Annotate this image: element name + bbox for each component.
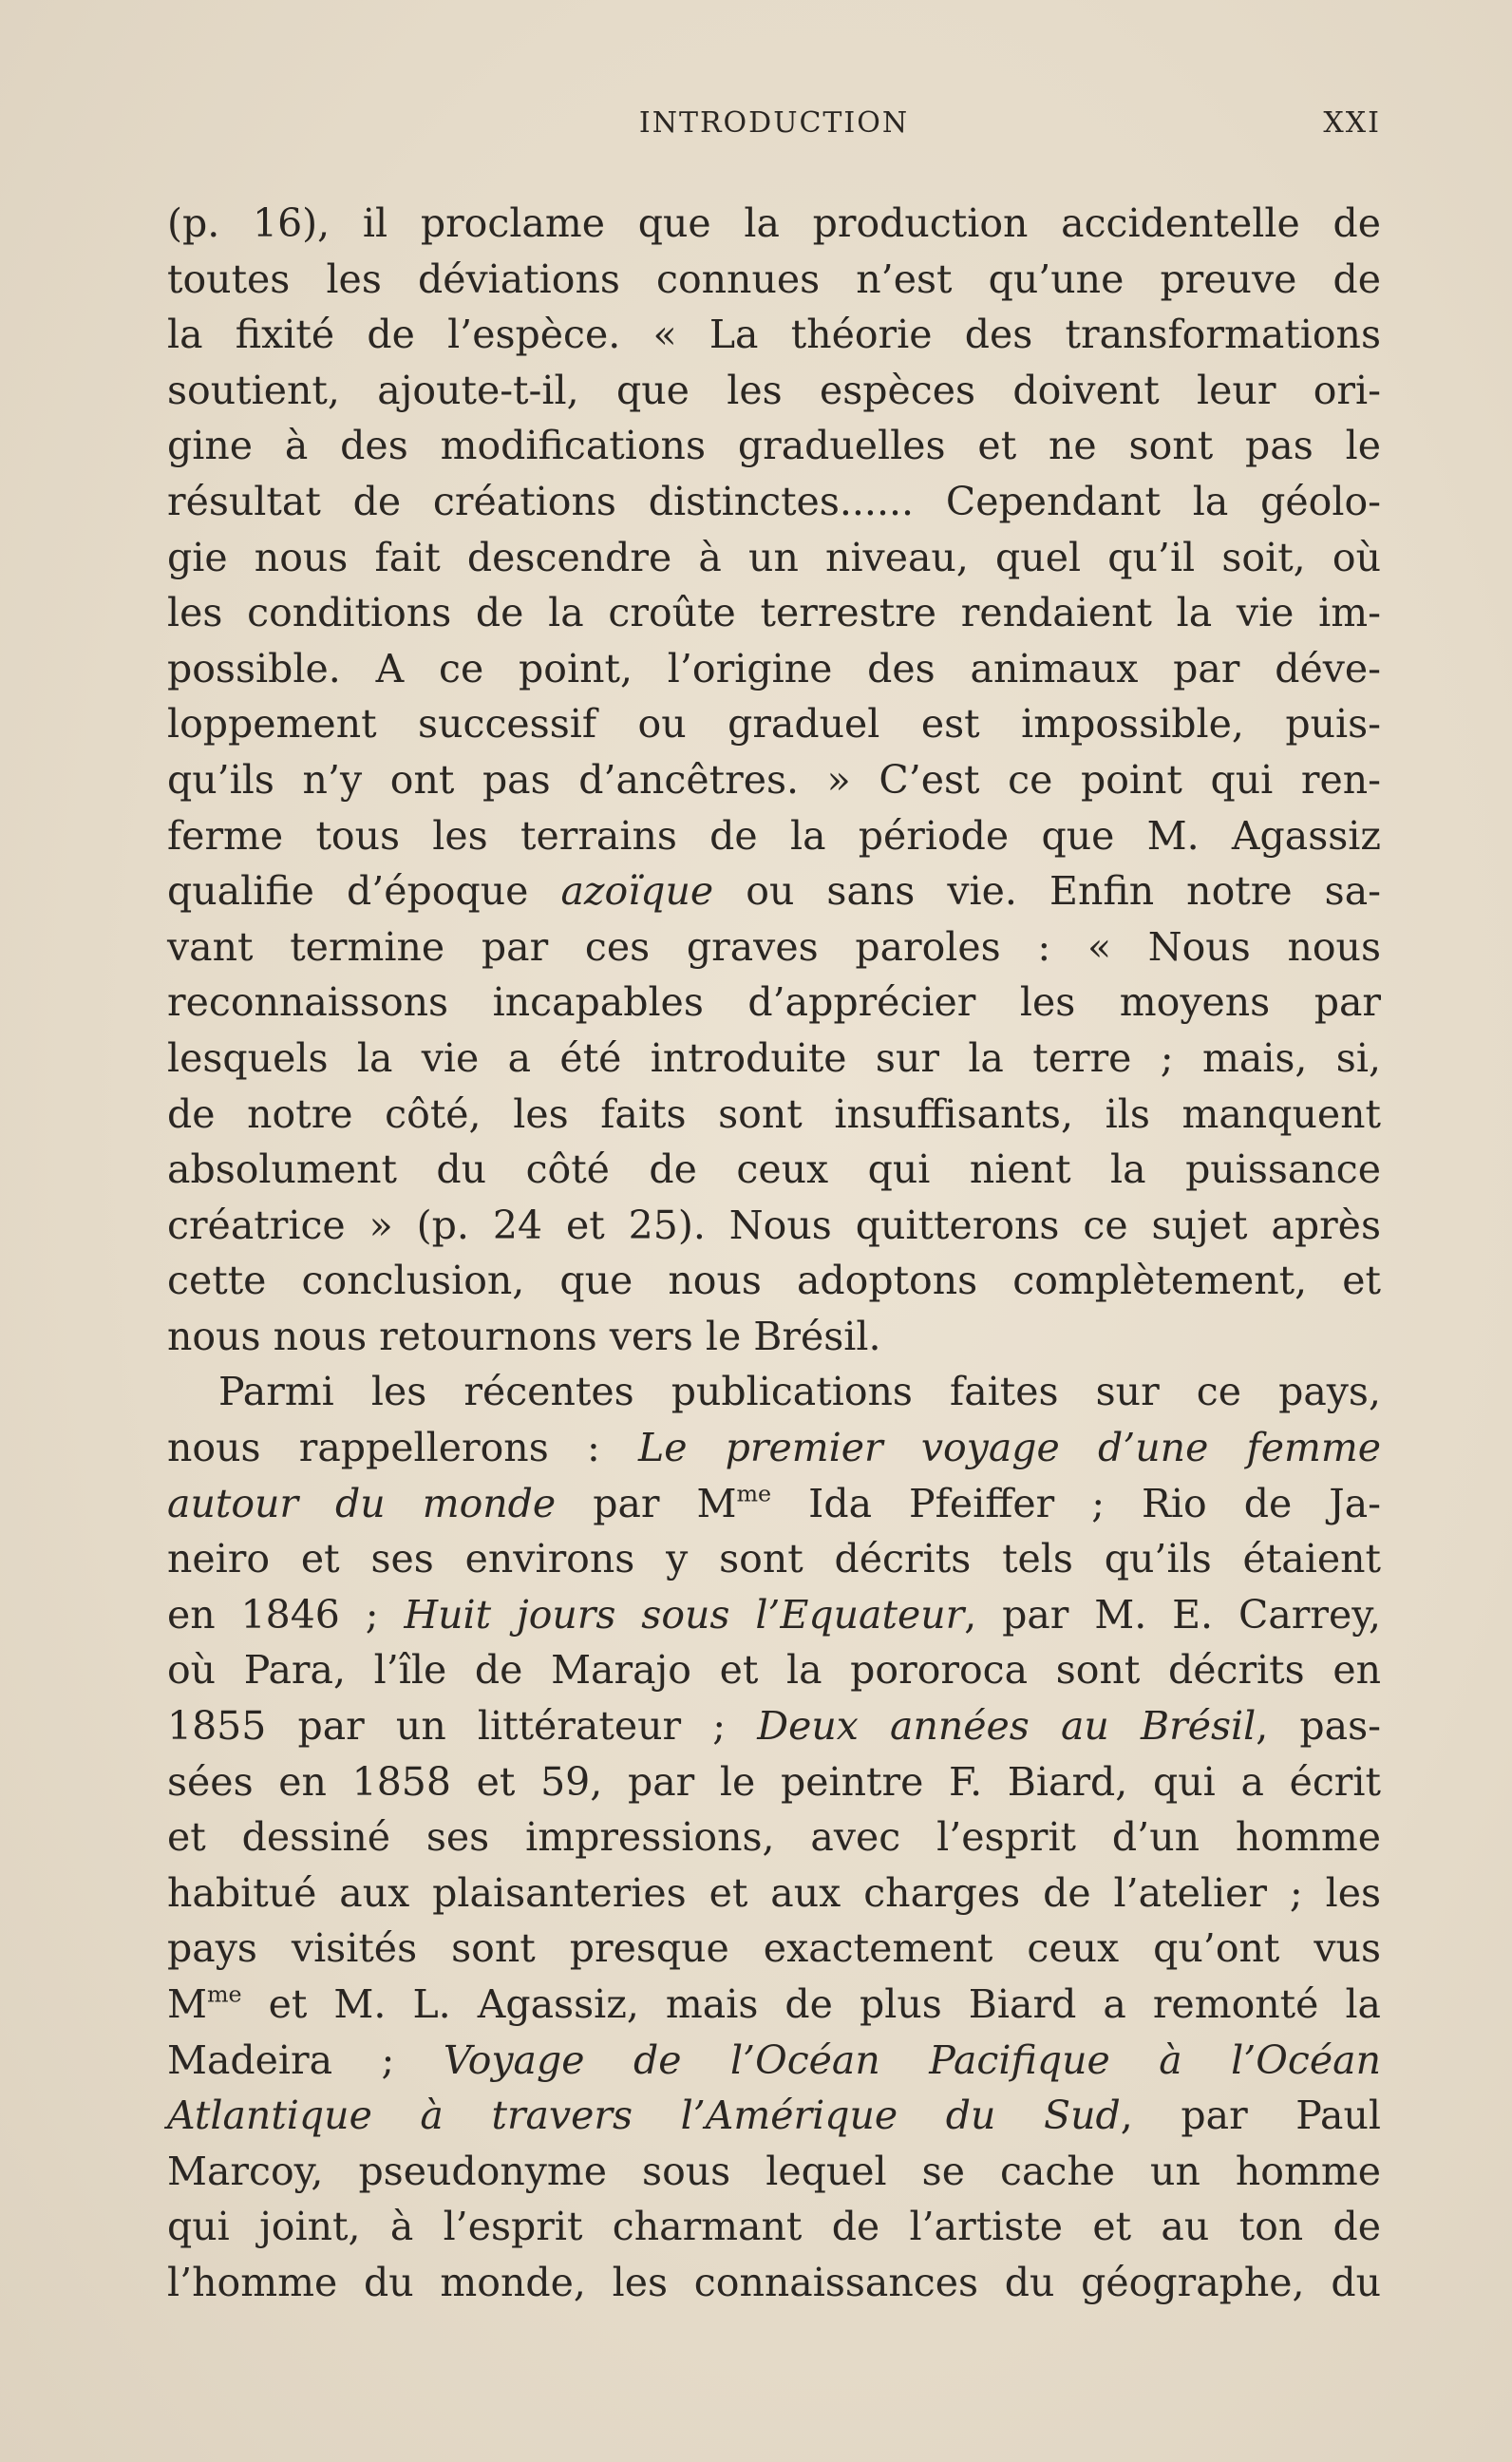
text-line: absolument du côté de ceux qui nient la puissance [167, 1146, 1381, 1193]
text-line: la fixité de l’espèce. « La théorie des transformations [167, 312, 1381, 358]
text-line: où Para, l’île de Marajo et la pororoca sont décrits en [167, 1647, 1381, 1694]
text-line: nous rappellerons : Le premier voyage d’une femme [167, 1425, 1381, 1471]
text-line: cette conclusion, que nous adoptons complètement, et [167, 1258, 1381, 1304]
text-line: Atlantique à travers l’Amérique du Sud, par Paul [167, 2093, 1381, 2139]
text-line: reconnaissons incapables d’apprécier les moyens par [167, 979, 1381, 1026]
text-line: gine à des modifications graduelles et ne sont pas le [167, 423, 1381, 469]
text-line: gie nous fait descendre à un niveau, quel qu’il soit, où [167, 534, 1381, 580]
text-line: l’homme du monde, les connaissances du géographe, du [167, 2259, 1381, 2305]
running-title: INTRODUCTION [638, 106, 910, 140]
text-line: les conditions de la croûte terrestre rendaient la vie im- [167, 590, 1381, 636]
page-number: XXI [1323, 106, 1381, 140]
text-line: de notre côté, les faits sont insuffisants, ils manquent [167, 1090, 1381, 1137]
text-line: résultat de créations distinctes...... Cependant la géolo- [167, 478, 1381, 524]
running-head [167, 106, 1381, 144]
text-line: (p. 16), il proclame que la production accidentelle de [167, 200, 1381, 246]
text-line: toutes les déviations connues n’est qu’une preuve de [167, 256, 1381, 302]
text-line: qualifie d’époque azoïque ou sans vie. Enfin notre sa- [167, 868, 1381, 915]
text-line: ferme tous les terrains de la période que M. Agassiz [167, 812, 1381, 859]
text-line: 1855 par un littérateur ; Deux années au Brésil, pas- [167, 1703, 1381, 1750]
text-line: vant termine par ces graves paroles : « Nous nous [167, 923, 1381, 970]
text-line: autour du monde par $M^{me}$ Ida Pfeiffer ; Rio de Ja- [167, 1480, 1381, 1526]
text-line: loppement successif ou graduel est impossible, puis- [167, 701, 1381, 748]
text-line: Parmi les récentes publications faites sur ce pays, [218, 1369, 1381, 1415]
text-line: $M^{me}$ et M. L. Agassiz, mais de plus Biard a remonté la [167, 1980, 1381, 2027]
text-line: Marcoy, pseudonyme sous lequel se cache un homme [167, 2148, 1381, 2194]
text-line: qu’ils n’y ont pas d’ancêtres. » C’est ce point qui ren- [167, 756, 1381, 803]
text-line: en 1846 ; Huit jours sous l’Equateur, par M. E. Carrey, [167, 1591, 1381, 1638]
text-line: qui joint, à l’esprit charmant de l’artiste et au ton de [167, 2204, 1381, 2250]
text-line: possible. A ce point, l’origine des animaux par déve- [167, 645, 1381, 691]
text-line: et dessiné ses impressions, avec l’esprit d’un homme [167, 1814, 1381, 1861]
text-line: créatrice » (p. 24 et 25). Nous quitterons ce sujet après [167, 1202, 1381, 1248]
body-text [167, 196, 1381, 2311]
text-line: neiro et ses environs y sont décrits tels qu’ils étaient [167, 1536, 1381, 1582]
text-line: Madeira ; Voyage de l’Océan Pacifique à l’Océan [167, 2036, 1381, 2083]
text-line: habitué aux plaisanteries et aux charges de l’atelier ; les [167, 1869, 1381, 1916]
text-line: nous nous retournons vers le Brésil. [167, 1313, 881, 1359]
text-line: soutient, ajoute-t-il, que les espèces doivent leur ori- [167, 367, 1381, 413]
text-line: lesquels la vie a été introduite sur la terre ; mais, si, [167, 1034, 1381, 1081]
text-line: pays visités sont presque exactement ceux qu’ont vus [167, 1925, 1381, 1972]
text-line: sées en 1858 et 59, par le peintre F. Biard, qui a écrit [167, 1758, 1381, 1805]
